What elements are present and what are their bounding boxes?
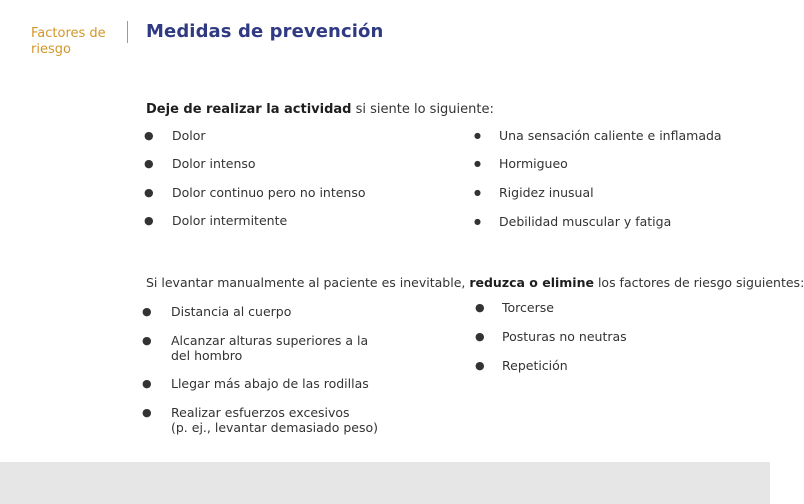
stop-intro-bold: Deje de realizar la actividad	[146, 102, 352, 117]
stop-intro	[146, 102, 494, 117]
reduce-sentence-start: Si levantar manualmente al paciente es inevitable,	[146, 275, 470, 290]
bullet: ●	[142, 377, 152, 390]
bullet: ●	[475, 330, 485, 343]
list-item: Distancia al cuerpo	[171, 304, 292, 319]
bullet: ●	[142, 305, 152, 318]
reduce-sentence-bold: reduzca o elimine	[469, 275, 594, 290]
bullet: ●	[144, 186, 154, 199]
list-item: Hormigueo	[499, 156, 568, 171]
title-divider	[127, 21, 128, 43]
bullet: ●	[142, 406, 152, 419]
list-item: Dolor intenso	[172, 156, 256, 171]
list-item	[171, 405, 378, 435]
list-item: Torcerse	[502, 300, 554, 315]
footer-band	[0, 462, 770, 504]
list-item-line: del hombro	[171, 348, 243, 363]
list-item-line: Realizar esfuerzos excesivos	[171, 405, 350, 420]
bullet: ●	[475, 359, 485, 372]
list-item-line: (p. ej., levantar demasiado peso)	[171, 420, 378, 435]
list-item: Dolor intermitente	[172, 213, 288, 228]
bullet: ●	[142, 334, 152, 347]
bullet: ●	[474, 131, 481, 140]
reduce-sentence	[146, 275, 804, 290]
stop-intro-rest: si siente lo siguiente:	[351, 102, 494, 117]
list-item-line: Alcanzar alturas superiores a la	[171, 333, 369, 348]
side-title: Factores de riesgo	[31, 26, 106, 57]
list-item: Llegar más abajo de las rodillas	[171, 376, 369, 391]
list-item: Dolor	[172, 128, 206, 143]
reduce-sentence-end: los factores de riesgo siguientes:	[593, 275, 804, 290]
list-item: Posturas no neutras	[502, 329, 627, 344]
bullet: ●	[474, 217, 481, 226]
bullet: ●	[475, 301, 485, 314]
bullet: ●	[144, 129, 154, 142]
bullet: ●	[144, 157, 154, 170]
bullet: ●	[144, 214, 154, 227]
bullet: ●	[474, 188, 481, 197]
page-title: Medidas de prevención	[146, 21, 384, 42]
list-item: Debilidad muscular y fatiga	[499, 214, 672, 229]
list-item: Rigidez inusual	[499, 185, 594, 200]
list-item: Repetición	[502, 358, 568, 373]
list-item: Dolor continuo pero no intenso	[172, 185, 366, 200]
bullet: ●	[474, 159, 481, 168]
list-item: Una sensación caliente e inflamada	[499, 128, 722, 143]
list-item	[171, 333, 368, 363]
